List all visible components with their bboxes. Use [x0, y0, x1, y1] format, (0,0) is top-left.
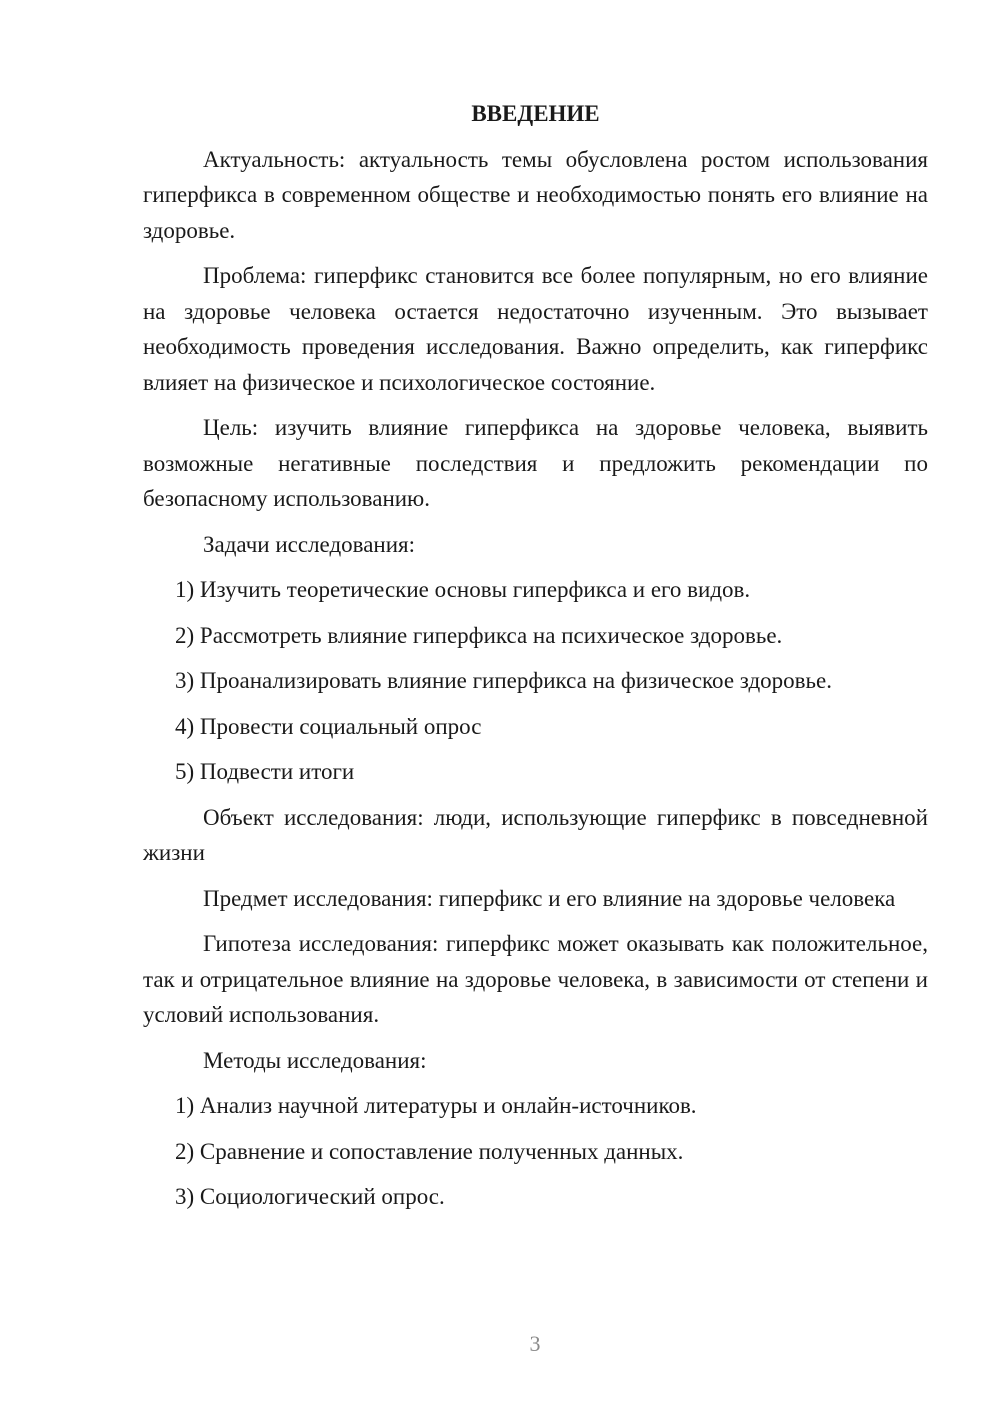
paragraph-goal: Цель: изучить влияние гиперфикса на здоровье человека, выявить возможные негативные последствия и предложить рекомендации по безопасному использованию. [143, 415, 928, 511]
paragraph-relevance: Актуальность: актуальность темы обусловлена ростом использования гиперфикса в современном обществе и необходимостью понять его влияние на здоровье. [143, 146, 928, 243]
methods-heading: Методы исследования: [203, 1047, 427, 1073]
list-item: 2) Сравнение и сопоставление полученных данных. [175, 1138, 684, 1164]
list-item: 5) Подвести итоги [175, 759, 355, 784]
list-item: 1) Изучить теоретические основы гиперфикса и его видов. [175, 577, 751, 602]
list-item: 3) Социологический опрос. [175, 1184, 445, 1209]
tasks-heading: Задачи исследования: [203, 531, 416, 557]
list-item: 1) Анализ научной литературы и онлайн-источников. [175, 1093, 697, 1118]
paragraph-subject: Предмет исследования: гиперфикс и его влияние на здоровье человека [203, 885, 896, 911]
page-content [143, 96, 928, 1225]
paragraph-hypothesis: Гипотеза исследования: гиперфикс может оказывать как положительное, так и отрицательное влияние на здоровье человека, в зависимости от степени и условий использования. [143, 931, 928, 1027]
methods-list [143, 1088, 928, 1215]
list-item: 2) Рассмотреть влияние гиперфикса на психическое здоровье. [175, 622, 783, 648]
list-item: 4) Провести социальный опрос [175, 713, 482, 739]
page-number: 3 [529, 1331, 541, 1356]
tasks-list [143, 572, 928, 790]
list-item: 3) Проанализировать влияние гиперфикса на физическое здоровье. [175, 668, 832, 693]
paragraph-object: Объект исследования: люди, использующие гиперфикс в повседневной жизни [143, 804, 928, 865]
paragraph-problem: Проблема: гиперфикс становится все более популярным, но его влияние на здоровье человека остается недостаточно изученным. Это вызывает необходимость проведения исследования. Важно определить, как гиперфикс влияет на физическое и психологическое состояние. [143, 263, 928, 395]
section-title: ВВЕДЕНИЕ [471, 101, 600, 126]
